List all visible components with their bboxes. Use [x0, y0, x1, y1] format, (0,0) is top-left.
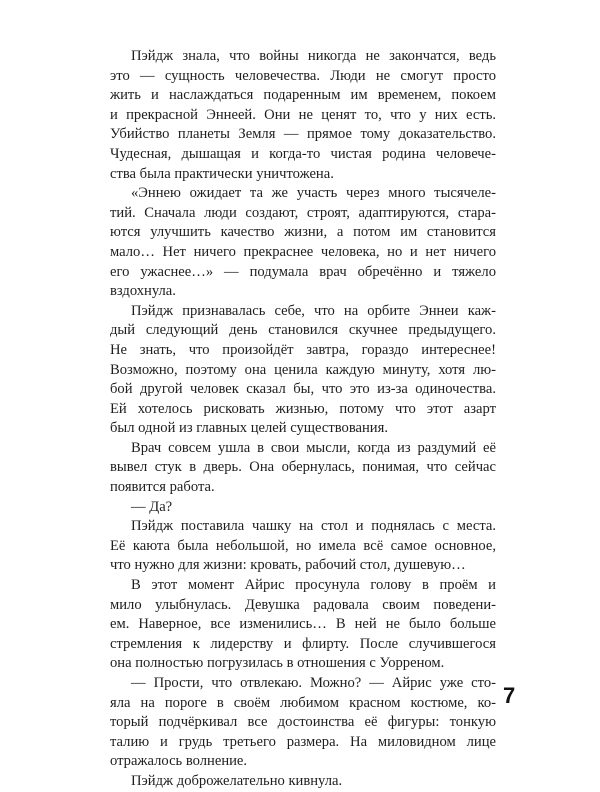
text-line: жить и наслаждаться подаренным им временем, покоем	[110, 87, 496, 104]
text-line: это — сущность человечества. Люди не смогут просто	[110, 67, 496, 84]
text-line: ем. Наверное, все изменились… В ней не было больше	[110, 616, 496, 633]
text-line: Пэйдж знала, что войны никогда не закончатся, ведь	[131, 48, 496, 64]
text-line: был одной из главных целей существования.	[110, 420, 388, 437]
text-line: Её каюта была небольшой, но имела всё самое основное,	[110, 537, 496, 554]
text-line: Врач совсем ушла в свои мысли, когда из раздумий её	[131, 439, 496, 456]
body-text	[110, 47, 496, 792]
text-line: яла на пороге в своём любимом красном костюме, ко-	[110, 694, 496, 711]
text-line: Пэйдж признавалась себе, что на орбите Эннеи каж-	[131, 302, 496, 319]
text-line: В этот момент Айрис просунула голову в проём и	[131, 577, 496, 594]
text-line: Убийство планеты Земля — прямое тому доказательство.	[110, 126, 496, 143]
text-line: талию и грудь третьего размера. На миловидном лице	[110, 733, 496, 750]
text-line: мило улыбнулась. Девушка радовала своим поведени-	[110, 596, 496, 613]
text-line: появится работа.	[110, 479, 215, 496]
text-line: Пэйдж доброжелательно кивнула.	[131, 772, 343, 789]
text-line: Чудесная, дышащая и когда-то чистая родина человече-	[110, 145, 496, 162]
text-line: тий. Сначала люди создают, строят, адаптируются, стара-	[110, 204, 496, 221]
text-line: ства была практически уничтожена.	[110, 165, 334, 182]
text-line: Ей хотелось рисковать жизнью, потому что этот азарт	[110, 400, 496, 417]
text-line: стремления к лидерству и флирту. После случившегося	[110, 635, 496, 652]
text-line: — Прости, что отвлекаю. Можно? — Айрис уже сто-	[131, 675, 496, 691]
text-line: его ужаснее…» — подумала врач обречённо и тяжело	[110, 263, 496, 280]
text-line: бой другой человек сказал бы, что это из-за одиночества.	[110, 381, 496, 398]
text-line: вывел стук в дверь. Она обернулась, понимая, что сейчас	[110, 459, 496, 476]
text-line: что нужно для жизни: кровать, рабочий стол, душевую…	[110, 557, 466, 574]
text-line: мало… Нет ничего прекраснее человека, но и нет ничего	[110, 243, 496, 260]
text-line: дый следующий день становился скучнее предыдущего.	[110, 322, 496, 339]
text-line: и прекрасной Эннеей. Они не ценят то, что у них есть.	[110, 106, 496, 123]
page-number: 7	[503, 683, 516, 708]
text-line: Возможно, поэтому она ценила каждую минуту, хотя лю-	[110, 361, 496, 378]
text-line: торый подчёркивал все достоинства её фигуры: тонкую	[110, 714, 496, 731]
text-line: Не знать, что произойдёт завтра, гораздо интереснее!	[110, 341, 496, 358]
text-line: вздохнула.	[110, 283, 176, 300]
text-line: — Да?	[131, 498, 173, 515]
text-line: Пэйдж поставила чашку на стол и поднялась с места.	[131, 518, 496, 535]
text-line: она полностью погрузилась в отношения с Уорреном.	[110, 655, 445, 672]
text-line: ются улучшить качество жизни, а потом им становится	[110, 224, 496, 241]
text-line: отражалось волнение.	[110, 753, 248, 770]
text-line: «Эннею ожидает та же участь через много тысячеле-	[131, 185, 496, 202]
